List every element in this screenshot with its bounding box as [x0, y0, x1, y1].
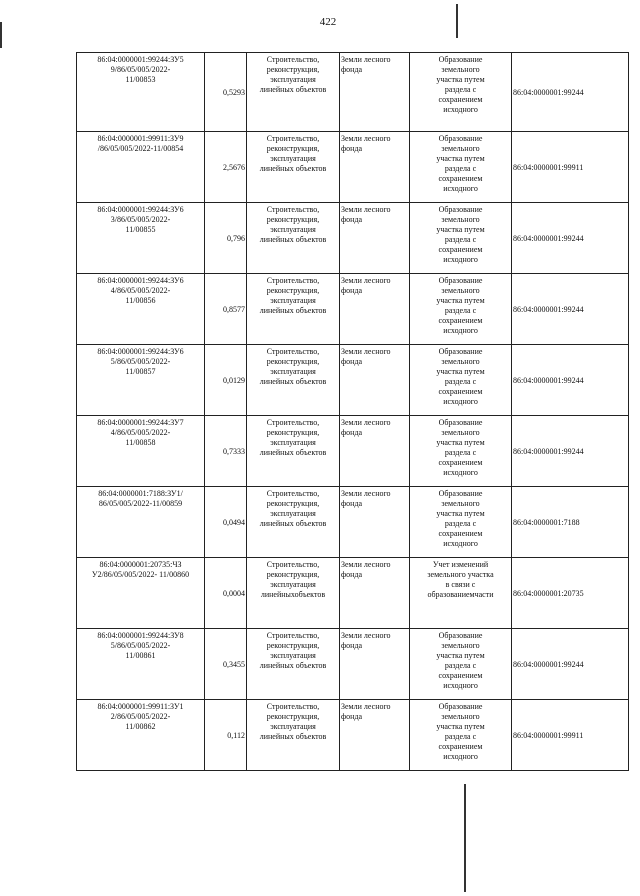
formation-method-cell: Образование земельного участка путем раздела с сохранением исходного: [410, 345, 512, 416]
table-row: [77, 203, 629, 274]
area-cell: 0,0004: [205, 558, 247, 629]
area-cell: 0,0494: [205, 487, 247, 558]
area-cell: 0,0129: [205, 345, 247, 416]
table-row: [77, 53, 629, 132]
permitted-use-cell: Строительство, реконструкция, эксплуатация линейных объектов: [247, 345, 340, 416]
source-plot-cell: 86:04:0000001:99244: [512, 416, 629, 487]
area-cell: 0,5293: [205, 53, 247, 132]
table-row: [77, 132, 629, 203]
permitted-use-cell: Строительство, реконструкция, эксплуатация линейныхобъектов: [247, 558, 340, 629]
table-body: [77, 53, 629, 771]
land-category-cell: Земли лесного фонда: [340, 53, 410, 132]
cadastral-number-cell: 86:04:0000001:20735:ЧЗ У2/86/05/005/2022- 11/00860: [77, 558, 205, 629]
area-cell: 0,3455: [205, 629, 247, 700]
formation-method-cell: Образование земельного участка путем раздела с сохранением исходного: [410, 700, 512, 771]
cadastral-number-cell: 86:04:0000001:99244:ЗУ7 4/86/05/005/2022- 11/00858: [77, 416, 205, 487]
cadastral-number-cell: 86:04:0000001:99244:ЗУ6 3/86/05/005/2022- 11/00855: [77, 203, 205, 274]
area-cell: 0,7333: [205, 416, 247, 487]
table-row: [77, 274, 629, 345]
land-category-cell: Земли лесного фонда: [340, 629, 410, 700]
land-category-cell: Земли лесного фонда: [340, 345, 410, 416]
table-row: [77, 700, 629, 771]
table-row: [77, 558, 629, 629]
page-number: 422: [319, 16, 337, 28]
source-plot-cell: 86:04:0000001:99244: [512, 345, 629, 416]
land-category-cell: Земли лесного фонда: [340, 558, 410, 629]
cadastral-number-cell: 86:04:0000001:99244:ЗУ8 5/86/05/005/2022- 11/00861: [77, 629, 205, 700]
source-plot-cell: 86:04:0000001:99911: [512, 700, 629, 771]
formation-method-cell: Учет изменений земельного участка в связи с образованиемчасти: [410, 558, 512, 629]
formation-method-cell: Образование земельного участка путем раздела с сохранением исходного: [410, 629, 512, 700]
cadastral-number-cell: 86:04:0000001:99911:ЗУ1 2/86/05/005/2022- 11/00862: [77, 700, 205, 771]
permitted-use-cell: Строительство, реконструкция, эксплуатация линейных объектов: [247, 700, 340, 771]
permitted-use-cell: Строительство, реконструкция, эксплуатация линейных объектов: [247, 53, 340, 132]
table-row: [77, 345, 629, 416]
cadastral-number-cell: 86:04:0000001:99244:ЗУ6 4/86/05/005/2022- 11/00856: [77, 274, 205, 345]
area-cell: 0,8577: [205, 274, 247, 345]
source-plot-cell: 86:04:0000001:99244: [512, 274, 629, 345]
formation-method-cell: Образование земельного участка путем раздела с сохранением исходного: [410, 203, 512, 274]
formation-method-cell: Образование земельного участка путем раздела с сохранением исходного: [410, 132, 512, 203]
cadastral-number-cell: 86:04:0000001:99911:ЗУ9 /86/05/005/2022-11/00854: [77, 132, 205, 203]
source-plot-cell: 86:04:0000001:99911: [512, 132, 629, 203]
land-category-cell: Земли лесного фонда: [340, 700, 410, 771]
table-row: [77, 629, 629, 700]
source-plot-cell: 86:04:0000001:7188: [512, 487, 629, 558]
cadastral-number-cell: 86:04:0000001:7188:ЗУ1/ 86/05/005/2022-11/00859: [77, 487, 205, 558]
land-plots-table: [76, 52, 629, 771]
permitted-use-cell: Строительство, реконструкция, эксплуатация линейных объектов: [247, 416, 340, 487]
formation-method-cell: Образование земельного участка путем раздела с сохранением исходного: [410, 274, 512, 345]
permitted-use-cell: Строительство, реконструкция, эксплуатация линейных объектов: [247, 629, 340, 700]
cadastral-number-cell: 86:04:0000001:99244:ЗУ6 5/86/05/005/2022- 11/00857: [77, 345, 205, 416]
formation-method-cell: Образование земельного участка путем раздела с сохранением исходного: [410, 53, 512, 132]
formation-method-cell: Образование земельного участка путем раздела с сохранением исходного: [410, 487, 512, 558]
source-plot-cell: 86:04:0000001:20735: [512, 558, 629, 629]
permitted-use-cell: Строительство, реконструкция, эксплуатация линейных объектов: [247, 487, 340, 558]
formation-method-cell: Образование земельного участка путем раздела с сохранением исходного: [410, 416, 512, 487]
scan-edge-mark-top: [456, 4, 458, 38]
area-cell: 0,796: [205, 203, 247, 274]
area-cell: 2,5676: [205, 132, 247, 203]
permitted-use-cell: Строительство, реконструкция, эксплуатация линейных объектов: [247, 274, 340, 345]
land-category-cell: Земли лесного фонда: [340, 203, 410, 274]
land-category-cell: Земли лесного фонда: [340, 274, 410, 345]
area-cell: 0,112: [205, 700, 247, 771]
source-plot-cell: 86:04:0000001:99244: [512, 629, 629, 700]
land-category-cell: Земли лесного фонда: [340, 487, 410, 558]
permitted-use-cell: Строительство, реконструкция, эксплуатация линейных объектов: [247, 132, 340, 203]
source-plot-cell: 86:04:0000001:99244: [512, 53, 629, 132]
land-category-cell: Земли лесного фонда: [340, 416, 410, 487]
source-plot-cell: 86:04:0000001:99244: [512, 203, 629, 274]
land-category-cell: Земли лесного фонда: [340, 132, 410, 203]
scan-edge-mark-left: [0, 22, 2, 48]
permitted-use-cell: Строительство, реконструкция, эксплуатация линейных объектов: [247, 203, 340, 274]
table-row: [77, 487, 629, 558]
scan-edge-mark-bottom: [464, 784, 466, 892]
cadastral-number-cell: 86:04:0000001:99244:ЗУ5 9/86/05/005/2022- 11/00853: [77, 53, 205, 132]
table-row: [77, 416, 629, 487]
